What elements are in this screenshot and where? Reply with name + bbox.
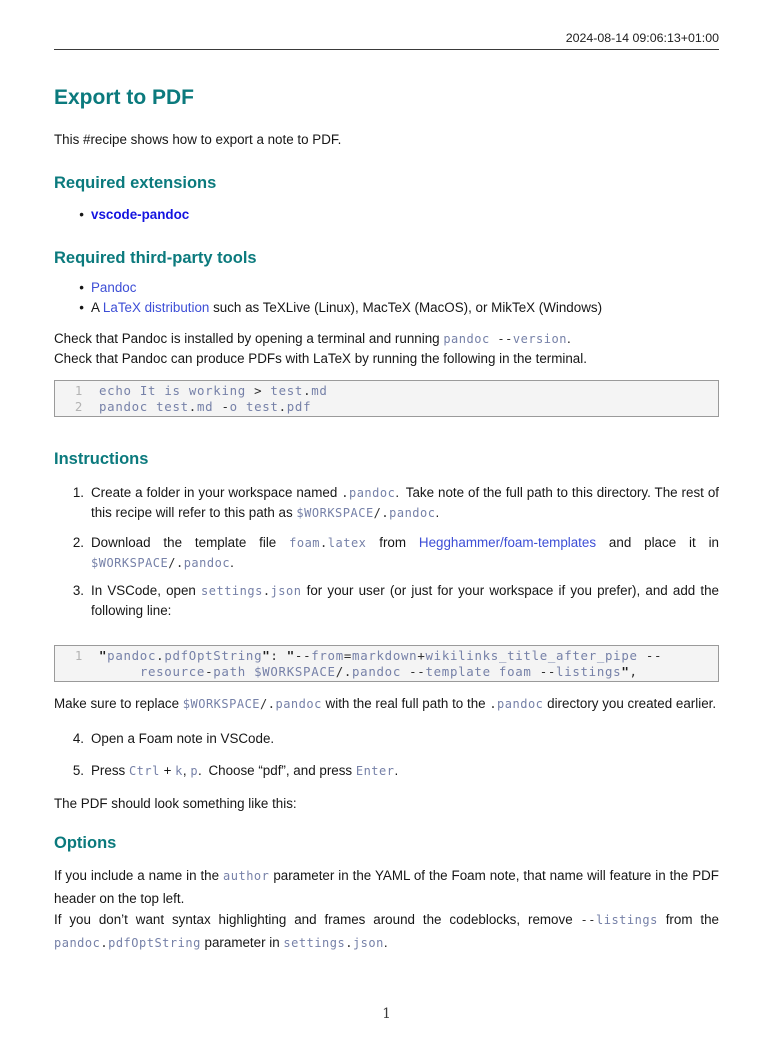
list-item: [54, 298, 719, 317]
list-item: [54, 278, 719, 297]
list-item-text: [91, 278, 719, 297]
link-foam-templates[interactable]: Hegghammer/foam-templates: [418, 535, 597, 550]
page-title: Export to PDF: [54, 86, 194, 109]
list-item: [54, 205, 719, 224]
inline-code: .pandoc: [341, 486, 396, 500]
inline-code: .pandoc: [489, 697, 544, 711]
header-timestamp: 2024-08-14 09:06:13+01:00: [565, 31, 719, 45]
page-number: 1: [382, 1006, 391, 1022]
inline-code: $WORKSPACE/.pandoc: [296, 506, 436, 520]
tools-bullet-list: [54, 278, 719, 317]
code-line: [65, 648, 708, 664]
check-pandoc-paragraph: Check that Pandoc is installed by opening a terminal and running pandoc --version. Check that Pandoc can produce PDFs with LaTeX by running the following in the terminal.: [54, 331, 587, 366]
inline-code: author: [223, 869, 270, 883]
bullet-icon: •: [79, 280, 84, 295]
list-item: [54, 729, 719, 749]
inline-code: foam.latex: [289, 536, 367, 550]
pdf-preview-paragraph: The PDF should look something like this:: [54, 796, 297, 811]
inline-code: pandoc --version: [443, 332, 567, 346]
line-number: 2: [74, 398, 83, 414]
item-number: 4.: [72, 731, 84, 746]
code-line: [65, 383, 708, 399]
code-text: echo It is working > test.md: [99, 383, 328, 398]
document-body: [54, 0, 719, 954]
list-item-text: Open a Foam note in VSCode.: [91, 731, 275, 746]
inline-code: p: [190, 764, 199, 778]
link-pandoc[interactable]: Pandoc: [91, 280, 137, 295]
section-heading-required-tools: Required third-party tools: [54, 249, 257, 267]
list-item-text: A LaTeX distribution such as TeXLive (Linux), MacTeX (MacOS), or MikTeX (Windows): [91, 300, 603, 315]
intro-paragraph: This #recipe shows how to export a note to PDF.: [54, 132, 342, 147]
line-number: 1: [74, 648, 83, 663]
list-item-text: In VSCode, open settings.json for your user (or just for your workspace if you prefer), and add the following line:: [91, 583, 720, 618]
inline-code: pandoc.pdfOptString: [54, 935, 201, 950]
bullet-icon: •: [79, 300, 84, 315]
list-item-text: Download the template file foam.latex from Hegghammer/foam-templates and place it in $WORKSPACE/.pandoc.: [91, 535, 720, 570]
code-text: pandoc test.md -o test.pdf: [99, 398, 312, 414]
inline-code: k: [175, 764, 183, 778]
link-vscode-pandoc[interactable]: vscode-pandoc: [91, 207, 190, 222]
section-heading-instructions: Instructions: [54, 450, 149, 468]
page-footer: [54, 1006, 719, 1022]
list-item-text: [91, 205, 719, 224]
instructions-numbered-list-continued: [54, 729, 719, 781]
code-block-settings-json: [54, 645, 719, 682]
list-item: [54, 581, 719, 621]
inline-code: Ctrl: [128, 764, 160, 778]
inline-code: Enter: [355, 764, 395, 778]
inline-code: --listings: [580, 913, 658, 927]
code-line: [65, 399, 708, 415]
header-rule: [54, 49, 719, 50]
instructions-numbered-list: [54, 483, 719, 621]
code-text: "pandoc.pdfOptString": "--from=markdown+wikilinks_title_after_pipe --: [99, 648, 663, 663]
inline-code: settings.json: [201, 584, 302, 598]
inline-code: $WORKSPACE/.pandoc: [182, 697, 322, 711]
list-item-text: Create a folder in your workspace named .pandoc. Take note of the full path to this directory. The rest of this recipe will refer to this path as $WORKSPACE/.pandoc.: [91, 485, 719, 520]
code-line: [65, 664, 708, 680]
bullet-icon: •: [79, 207, 84, 222]
item-number: 1.: [72, 485, 84, 500]
section-heading-options: Options: [54, 834, 117, 852]
item-number: 3.: [72, 583, 84, 598]
code-block-terminal: [54, 380, 719, 417]
options-paragraph: If you include a name in the author parameter in the YAML of the Foam note, that name will feature in the PDF header on the top left. If you don’t want syntax highlighting and frames around the codeblocks, remove --listings from the pandoc.pdfOptString parameter in settings.json.: [54, 868, 719, 950]
list-item: [54, 533, 719, 573]
line-number: 1: [74, 383, 83, 398]
list-item: [54, 761, 719, 781]
item-number: 5.: [72, 763, 84, 778]
item-number: 2.: [72, 535, 84, 550]
inline-code: $WORKSPACE/.pandoc: [91, 556, 231, 570]
list-item: [54, 483, 719, 523]
make-sure-paragraph: Make sure to replace $WORKSPACE/.pandoc with the real full path to the .pandoc directory you created earlier.: [54, 696, 717, 711]
link-latex-distribution[interactable]: LaTeX distribution: [102, 300, 210, 315]
inline-code: settings.json: [283, 935, 384, 950]
section-heading-required-extensions: Required extensions: [54, 174, 217, 192]
list-item-text: Press Ctrl + k, p. Choose “pdf”, and press Enter.: [91, 763, 399, 778]
code-text: resource-path $WORKSPACE/.pandoc --template foam --listings",: [139, 663, 638, 679]
extensions-bullet-list: [54, 205, 719, 224]
